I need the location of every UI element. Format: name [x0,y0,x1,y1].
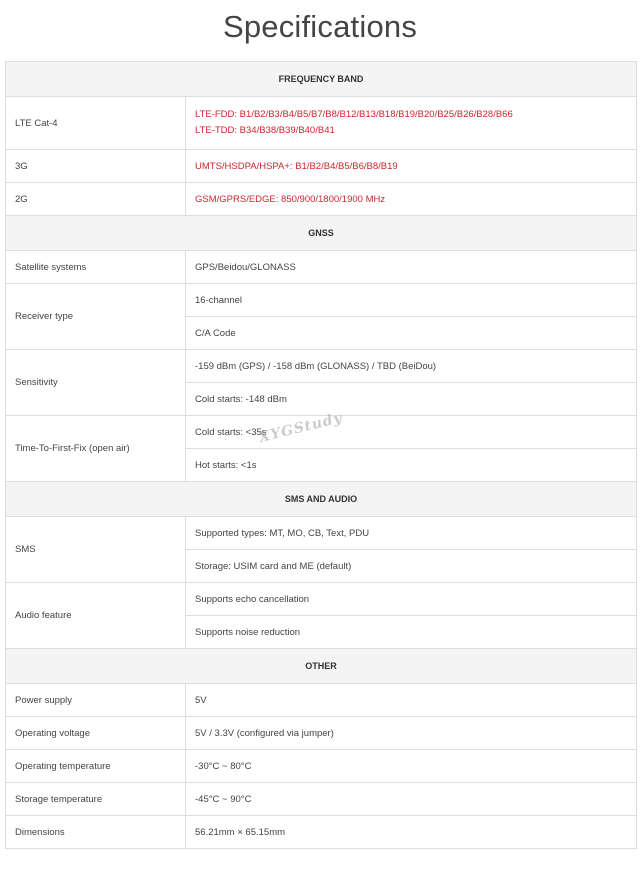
row-label: Audio feature [6,583,186,649]
table-row [6,251,637,284]
table-row [6,97,637,150]
row-label: Operating voltage [6,717,186,750]
table-row [6,183,637,216]
row-value: Hot starts: <1s [186,449,637,482]
row-label: 3G [6,150,186,183]
table-row [6,684,637,717]
watermark: XYGStudy [257,409,345,447]
section-header-other [6,649,637,684]
row-value: GPS/Beidou/GLONASS [186,251,637,284]
row-label: Receiver type [6,284,186,350]
row-label: Dimensions [6,816,186,849]
row-label: Time-To-First-Fix (open air) [6,416,186,482]
table-row [6,517,637,550]
table-row [6,583,637,616]
section-title: OTHER [6,649,637,684]
row-label: Storage temperature [6,783,186,816]
row-label: Satellite systems [6,251,186,284]
row-value: 16-channel [186,284,637,317]
table-row [6,717,637,750]
row-value [186,97,637,150]
specifications-table [5,61,637,849]
table-row [6,783,637,816]
row-value: -45°C ~ 90°C [186,783,637,816]
row-value: 56.21mm × 65.15mm [186,816,637,849]
row-value: Cold starts: <35s [186,416,637,449]
table-row [6,816,637,849]
row-label: Power supply [6,684,186,717]
section-header-frequency-band [6,62,637,97]
row-label: 2G [6,183,186,216]
row-value: C/A Code [186,317,637,350]
lte-fdd-bands: LTE-FDD: B1/B2/B3/B4/B5/B7/B8/B12/B13/B18/B19/B20/B25/B26/B28/B66 [195,109,513,120]
section-header-gnss [6,216,637,251]
table-row [6,750,637,783]
lte-tdd-bands: LTE-TDD: B34/B38/B39/B40/B41 [195,125,335,136]
section-title: FREQUENCY BAND [6,62,637,97]
table-row [6,150,637,183]
page-title: Specifications [222,9,418,44]
table-row [6,350,637,383]
row-value: 5V / 3.3V (configured via jumper) [186,717,637,750]
table-row [6,284,637,317]
row-value: -30°C ~ 80°C [186,750,637,783]
row-value: Cold starts: -148 dBm [186,383,637,416]
row-value: -159 dBm (GPS) / -158 dBm (GLONASS) / TBD (BeiDou) [186,350,637,383]
section-title: SMS AND AUDIO [6,482,637,517]
row-value: Supports echo cancellation [186,583,637,616]
row-label: LTE Cat-4 [6,97,186,150]
row-label: SMS [6,517,186,583]
table-row [6,416,637,449]
row-value: Storage: USIM card and ME (default) [186,550,637,583]
row-value: Supports noise reduction [186,616,637,649]
row-label: Sensitivity [6,350,186,416]
row-value: Supported types: MT, MO, CB, Text, PDU [186,517,637,550]
row-value: 5V [186,684,637,717]
section-title: GNSS [6,216,637,251]
row-label: Operating temperature [6,750,186,783]
row-value: GSM/GPRS/EDGE: 850/900/1800/1900 MHz [186,183,637,216]
row-value: UMTS/HSDPA/HSPA+: B1/B2/B4/B5/B6/B8/B19 [186,150,637,183]
section-header-sms-and-audio [6,482,637,517]
